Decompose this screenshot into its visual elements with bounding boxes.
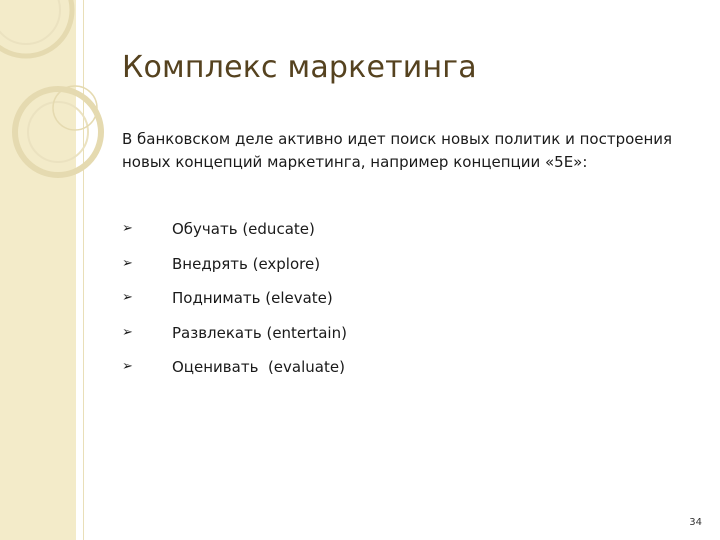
bullet-item [122, 285, 333, 320]
bullet-text: Обучать (educate) [172, 220, 315, 238]
bullet-item [122, 320, 347, 355]
arrow-bullet-icon: ➢ [122, 255, 133, 271]
bullet-text: Поднимать (elevate) [172, 289, 333, 307]
slide-title: Комплекс маркетинга [122, 50, 477, 85]
arrow-bullet-icon: ➢ [122, 359, 133, 374]
bullet-item [122, 216, 315, 251]
page-number: 34 [689, 517, 702, 528]
bullet-text: Развлекать (entertain) [172, 323, 347, 342]
bullet-text: Внедрять (explore) [172, 254, 321, 273]
arrow-bullet-icon: ➢ [122, 290, 133, 305]
intro-text: В банковском деле активно идет поиск новых политик и построения новых концепций маркетинга, например концепции «5Е»: [122, 130, 673, 171]
bullet-list [122, 216, 347, 389]
bullet-text: Оценивать (evaluate) [172, 358, 345, 376]
arrow-bullet-icon: ➢ [122, 221, 133, 236]
bullet-item [122, 251, 321, 286]
arrow-bullet-icon: ➢ [122, 324, 133, 340]
bullet-item [122, 354, 345, 389]
ring-ornament-icon [0, 0, 180, 240]
